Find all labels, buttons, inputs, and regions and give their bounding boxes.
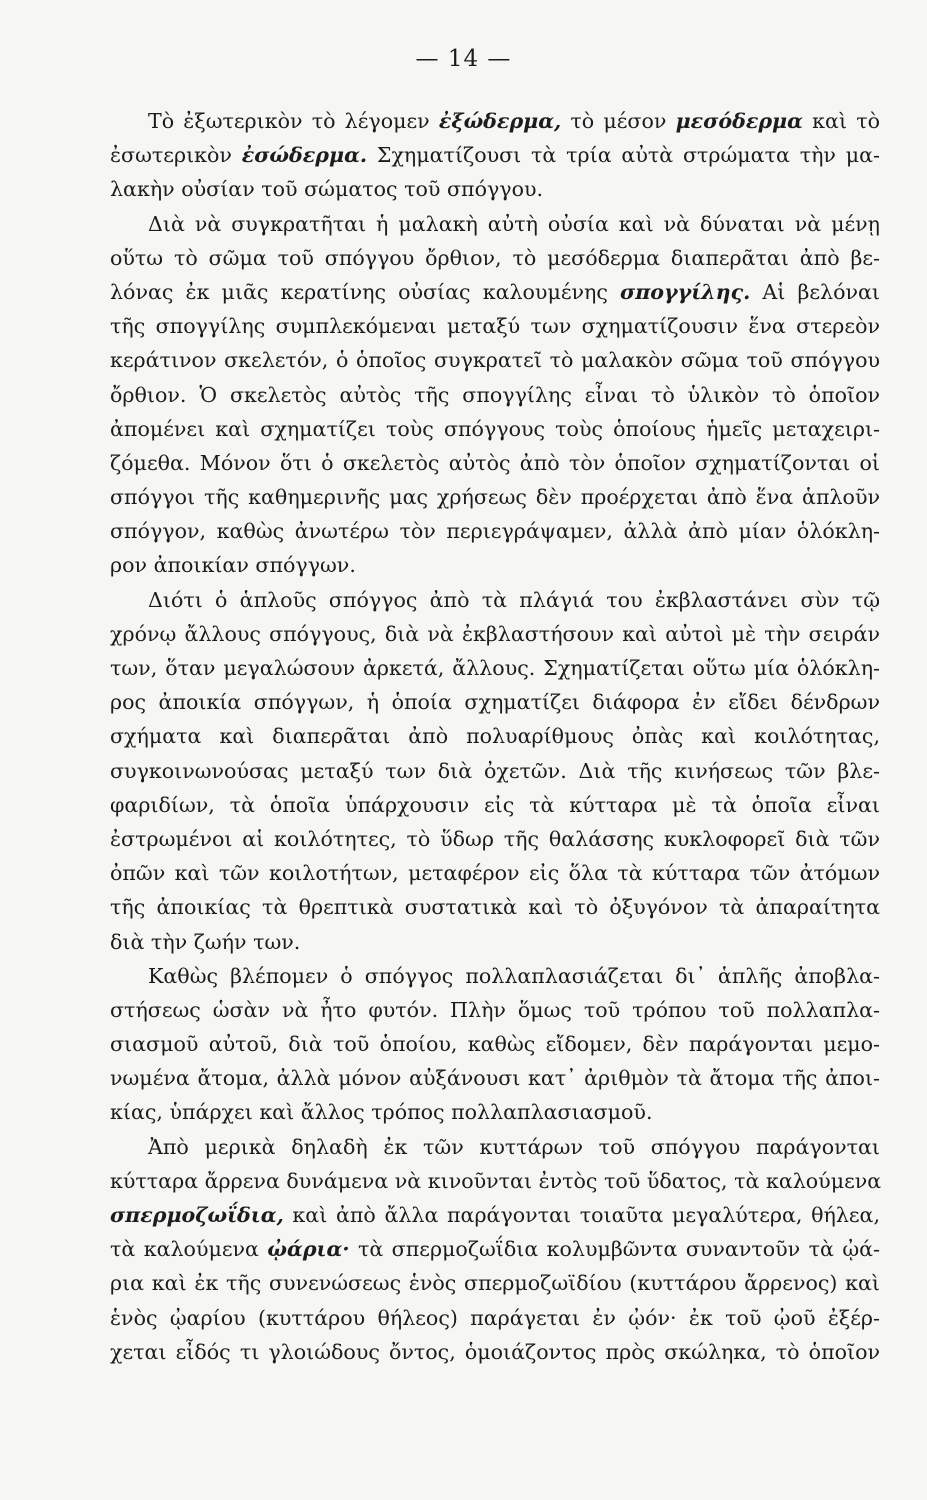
text-segment: οὕτω τὸ σῶμα τοῦ σπόγγου ὄρθιον, τὸ μεσόδερμα διαπερᾶται ἀπὸ βε- xyxy=(110,245,880,270)
text-line xyxy=(110,172,880,206)
text-line xyxy=(110,378,880,412)
text-line xyxy=(110,719,880,753)
text-line xyxy=(110,993,880,1027)
text-segment: ἐσωτερικὸν xyxy=(110,143,242,168)
text-segment: Τὸ ἐξωτερικὸν τὸ λέγομεν xyxy=(148,109,439,133)
text-line xyxy=(110,1198,880,1232)
text-segment: τῆς ἀποικίας τὰ θρεπτικὰ συστατικὰ καὶ τὸ ὀξυγόνον τὰ ἀπαραίτητα xyxy=(110,895,880,920)
text-line xyxy=(110,925,880,959)
page-number: — 14 — xyxy=(415,46,512,72)
text-segment: ρον ἀποικίαν σπόγγων. xyxy=(110,553,356,578)
text-line xyxy=(110,685,880,719)
text-segment: σπόγγοι τῆς καθημερινῆς μας χρήσεως δὲν προέρχεται ἀπὸ ἕνα ἁπλοῦν xyxy=(110,485,880,510)
text-line xyxy=(110,446,880,480)
text-segment: διὰ τὴν ζωήν των. xyxy=(110,929,301,954)
text-line xyxy=(110,241,880,275)
text-line xyxy=(110,856,880,890)
emphasized-term: σπογγίλης. xyxy=(620,279,751,304)
text-line xyxy=(110,617,880,651)
text-segment: ὀπῶν καὶ τῶν κοιλοτήτων, μεταφέρον εἰς ὅλα τὰ κύτταρα τῶν ἀτόμων xyxy=(110,861,880,886)
text-segment: στήσεως ὡσὰν νὰ ἦτο φυτόν. Πλὴν ὅμως τοῦ τρόπου τοῦ πολλαπλα- xyxy=(110,997,880,1022)
text-segment: τὸ μέσον xyxy=(561,109,676,133)
text-line xyxy=(110,822,880,856)
text-line xyxy=(110,651,880,685)
text-segment: κίας, ὑπάρχει καὶ ἄλλος τρόπος πολλαπλασιασμοῦ. xyxy=(110,1100,653,1125)
text-segment: σπόγγον, καθὼς ἀνωτέρω τὸν περιεγράψαμεν, ἀλλὰ ἀπὸ μίαν ὁλόκλη- xyxy=(110,519,880,544)
text-segment: χρόνῳ ἄλλους σπόγγους, διὰ νὰ ἐκβλαστήσουν καὶ αὐτοὶ μὲ τὴν σειράν xyxy=(110,621,880,646)
text-segment: κεράτινον σκελετόν, ὁ ὁποῖος συγκρατεῖ τὸ μαλακὸν σῶμα τοῦ σπόγγου xyxy=(110,348,880,373)
text-line xyxy=(110,583,880,617)
text-segment: συγκοινωνούσας μεταξύ των διὰ ὀχετῶν. Διὰ τῆς κινήσεως τῶν βλε- xyxy=(110,758,880,783)
text-segment: τὰ σπερμοζωΐδια κολυμβῶντα συναντοῦν τὰ ᾠά- xyxy=(349,1237,880,1262)
text-line xyxy=(110,788,880,822)
text-line xyxy=(110,1061,880,1095)
text-segment: ζόμεθα. Μόνον ὅτι ὁ σκελετὸς αὐτὸς ἀπὸ τὸν ὁποῖον σχηματίζονται οἱ xyxy=(110,450,880,475)
text-line xyxy=(110,138,880,172)
text-segment: των, ὅταν μεγαλώσουν ἀρκετά, ἄλλους. Σχηματίζεται οὕτω μία ὁλόκλη- xyxy=(110,656,880,680)
text-segment: ἑνὸς ᾠαρίου (κυττάρου θήλεος) παράγεται ἐν ᾠόν· ἐκ τοῦ ᾠοῦ ἐξέρ- xyxy=(110,1305,880,1330)
text-segment: τῆς σπογγίλης συμπλεκόμεναι μεταξύ των σχηματίζουσιν ἕνα στερεὸν xyxy=(110,314,880,339)
text-segment: κύτταρα ἄρρενα δυνάμενα νὰ κινοῦνται ἐντὸς τοῦ ὕδατος, τὰ καλούμενα xyxy=(110,1168,882,1193)
text-line xyxy=(110,548,880,582)
text-segment: Σχηματίζουσι τὰ τρία αὐτὰ στρώματα τὴν μα- xyxy=(367,143,880,168)
text-line xyxy=(110,1164,880,1198)
text-line xyxy=(110,480,880,514)
text-line xyxy=(110,309,880,343)
emphasized-term: ᾠάρια· xyxy=(267,1237,350,1262)
text-segment: λόνας ἐκ μιᾶς κερατίνης οὐσίας καλουμένης xyxy=(110,279,621,304)
text-segment: Διότι ὁ ἁπλοῦς σπόγγος ἀπὸ τὰ πλάγιά του ἐκβλαστάνει σὺν τῷ xyxy=(148,587,880,612)
text-line xyxy=(110,1335,880,1369)
text-line xyxy=(110,1266,880,1300)
text-segment: Αἱ βελόναι xyxy=(750,279,880,304)
body-text xyxy=(110,104,880,1369)
text-segment: καὶ ἀπὸ ἄλλα παράγονται τοιαῦτα μεγαλύτερα, θήλεα, xyxy=(283,1203,880,1227)
text-segment: Ἀπὸ μερικὰ δηλαδὴ ἐκ τῶν κυττάρων τοῦ σπόγγου παράγονται xyxy=(148,1134,880,1159)
emphasized-term: ἐσώδερμα. xyxy=(241,143,368,168)
text-segment: ὄρθιον. Ὁ σκελετὸς αὐτὸς τῆς σπογγίλης εἶναι τὸ ὑλικὸν τὸ ὁποῖον xyxy=(110,382,880,407)
text-segment: λακὴν οὐσίαν τοῦ σώματος τοῦ σπόγγου. xyxy=(110,177,544,202)
text-line xyxy=(110,1232,880,1266)
text-segment: τὰ καλούμενα xyxy=(110,1237,268,1262)
text-line xyxy=(110,207,880,241)
text-segment: χεται εἶδός τι γλοιώδους ὄντος, ὁμοιάζοντος πρὸς σκώληκα, τὸ ὁποῖον xyxy=(110,1339,880,1364)
text-segment: νωμένα ἄτομα, ἀλλὰ μόνον αὐξάνουσι κατ᾽ ἀριθμὸν τὰ ἄτομα τῆς ἀποι- xyxy=(110,1066,880,1091)
text-segment: ἐστρωμένοι αἱ κοιλότητες, τὸ ὕδωρ τῆς θαλάσσης κυκλοφορεῖ διὰ τῶν xyxy=(110,826,880,851)
text-line xyxy=(110,1095,880,1129)
text-segment: ρια καὶ ἐκ τῆς συνενώσεως ἑνὸς σπερμοζωϊδίου (κυττάρου ἄρρενος) καὶ xyxy=(110,1271,880,1296)
text-line xyxy=(110,754,880,788)
text-line xyxy=(110,1027,880,1061)
text-line xyxy=(110,959,880,993)
text-segment: φαριδίων, τὰ ὁποῖα ὑπάρχουσιν εἰς τὰ κύτταρα μὲ τὰ ὁποῖα εἶναι xyxy=(110,792,880,817)
text-line xyxy=(110,1130,880,1164)
text-segment: σχήματα καὶ διαπερᾶται ἀπὸ πολυαρίθμους ὀπὰς καὶ κοιλότητας, xyxy=(110,724,880,749)
emphasized-term: σπερμοζωΐδια, xyxy=(110,1203,284,1227)
text-line xyxy=(110,343,880,377)
text-line xyxy=(110,412,880,446)
text-line xyxy=(110,514,880,548)
text-segment: σιασμοῦ αὐτοῦ, διὰ τοῦ ὁποίου, καθὼς εἴδομεν, δὲν παράγονται μεμο- xyxy=(110,1032,880,1057)
text-segment: ἀπομένει καὶ σχηματίζει τοὺς σπόγγους τοὺς ὁποίους ἡμεῖς μεταχειρι- xyxy=(110,416,880,441)
text-line xyxy=(110,1301,880,1335)
text-segment: Καθὼς βλέπομεν ὁ σπόγγος πολλαπλασιάζεται δι᾽ ἁπλῆς ἀποβλα- xyxy=(148,963,880,988)
emphasized-term: μεσόδερμα xyxy=(675,109,803,133)
text-line xyxy=(110,104,880,138)
emphasized-term: ἐξώδερμα, xyxy=(438,109,562,133)
text-line xyxy=(110,275,880,309)
text-segment: ρος ἀποικία σπόγγων, ἡ ὁποία σχηματίζει διάφορα ἐν εἴδει δένδρων xyxy=(110,690,880,715)
text-segment: Διὰ νὰ συγκρατῆται ἡ μαλακὴ αὐτὴ οὐσία καὶ νὰ δύναται νὰ μένῃ xyxy=(148,211,880,236)
text-line xyxy=(110,890,880,924)
text-segment: καὶ τὸ xyxy=(802,109,880,133)
